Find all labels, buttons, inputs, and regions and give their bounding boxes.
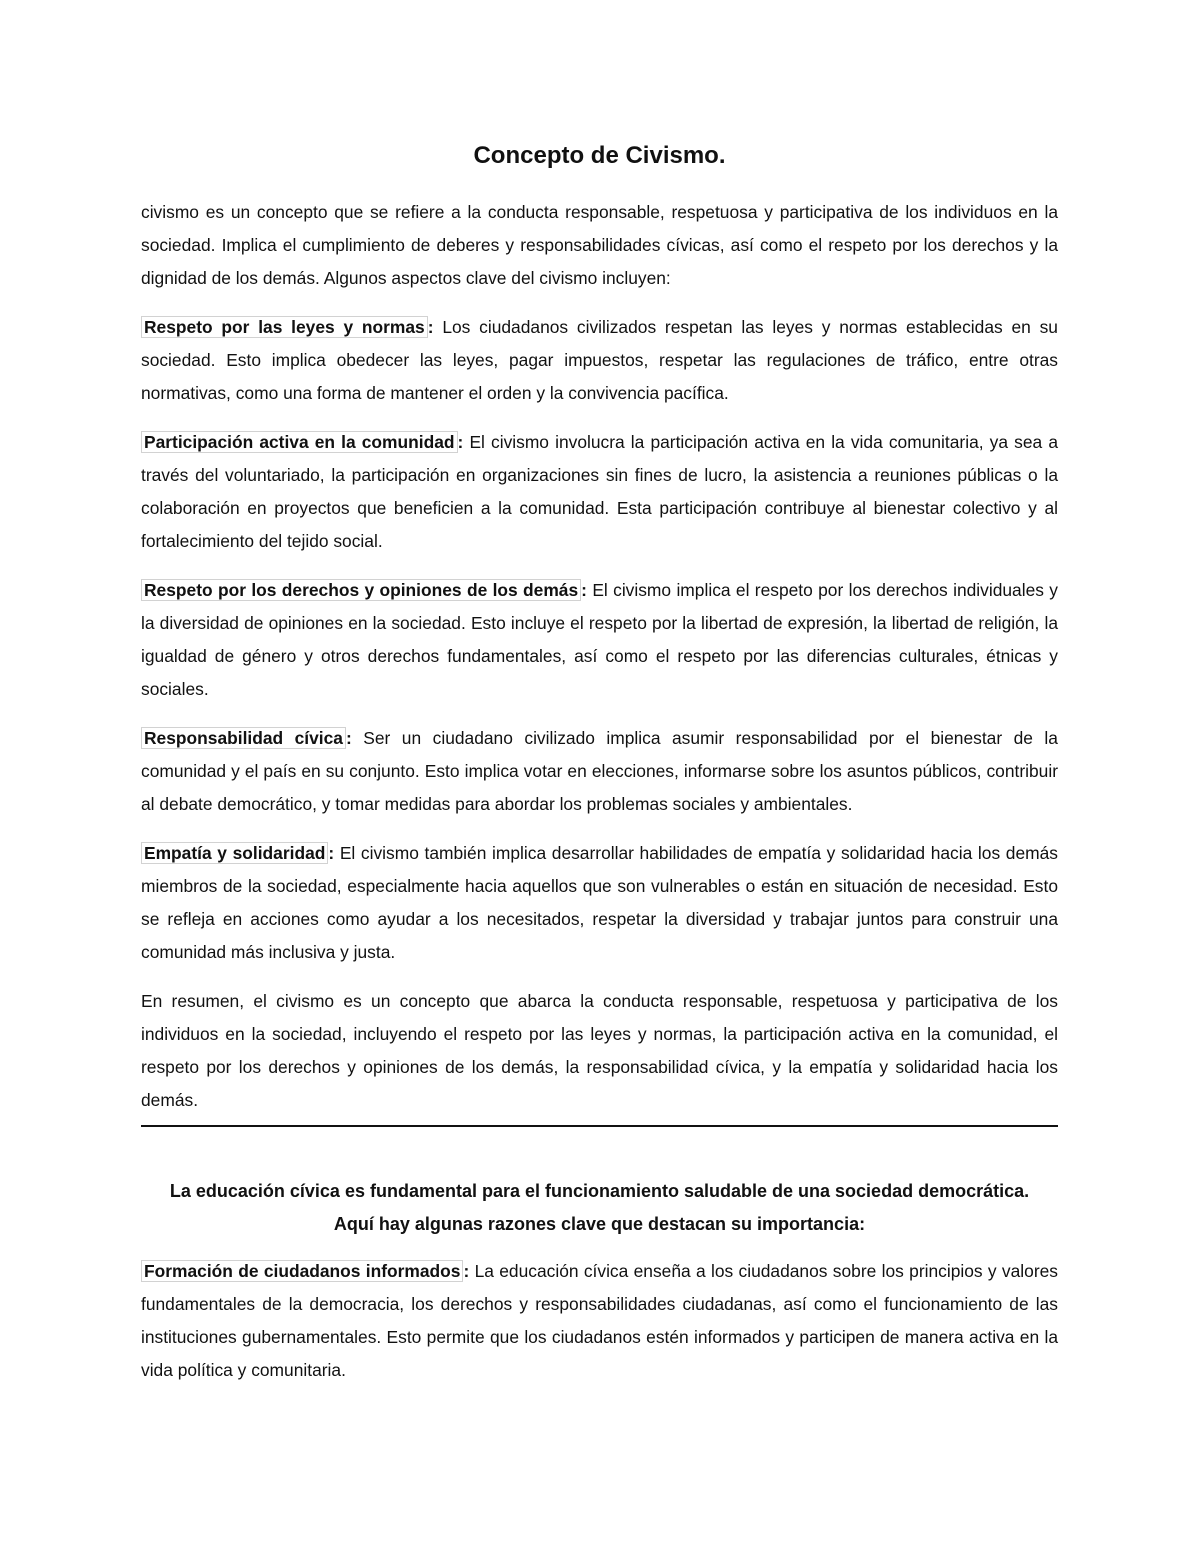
section-divider	[141, 1125, 1058, 1127]
aspect-paragraph	[141, 574, 1058, 706]
document-title: Concepto de Civismo.	[473, 142, 726, 169]
term-colon: :	[463, 1261, 470, 1281]
section2-heading-line1: La educación cívica es fundamental para el funcionamiento saludable de una sociedad democrática.	[169, 1181, 1030, 1201]
aspect-paragraph	[141, 722, 1058, 821]
aspect-term: Participación activa en la comunidad	[141, 431, 458, 453]
aspect-text: Los ciudadanos civilizados respetan las leyes y normas establecidas en su sociedad. Esto implica obedecer las leyes, pagar impuestos, respetar las regulaciones de tráfico, entre otras normativas, como una forma de mantener el orden y la convivencia pacífica.	[141, 317, 1058, 403]
aspect-term: Responsabilidad cívica	[141, 727, 346, 749]
section2-heading-line2: Aquí hay algunas razones clave que destacan su importancia:	[333, 1214, 866, 1234]
reason-term: Formación de ciudadanos informados	[141, 1260, 463, 1282]
aspect-text: Ser un ciudadano civilizado implica asumir responsabilidad por el bienestar de la comunidad y el país en su conjunto. Esto implica votar en elecciones, informarse sobre los asuntos públicos, contribuir al debate democrático, y tomar medidas para abordar los problemas sociales y ambientales.	[141, 728, 1058, 814]
reason-text: La educación cívica enseña a los ciudadanos sobre los principios y valores fundamentales de la democracia, los derechos y responsabilidades ciudadanas, así como el funcionamiento de las instituciones gubernamentales. Esto permite que los ciudadanos estén informados y participen de manera activa en la vida política y comunitaria.	[141, 1261, 1058, 1380]
aspect-text: El civismo involucra la participación activa en la vida comunitaria, ya sea a través del voluntariado, la participación en organizaciones sin fines de lucro, la asistencia a reuniones públicas o la colaboración en proyectos que beneficien a la comunidad. Esta participación contribuye al bienestar colectivo y al fortalecimiento del tejido social.	[141, 432, 1058, 551]
aspect-paragraph	[141, 837, 1058, 969]
term-colon: :	[328, 843, 335, 863]
intro-paragraph: civismo es un concepto que se refiere a la conducta responsable, respetuosa y participativa de los individuos en la sociedad. Implica el cumplimiento de deberes y responsabilidades cívicas, así como el respeto por los derechos y la dignidad de los demás. Algunos aspectos clave del civismo incluyen:	[141, 202, 1058, 288]
term-colon: :	[427, 317, 434, 337]
term-colon: :	[345, 728, 352, 748]
document-page	[141, 140, 1058, 1403]
aspect-paragraph	[141, 311, 1058, 410]
aspect-term: Respeto por las leyes y normas	[141, 316, 428, 338]
aspect-term: Empatía y solidaridad	[141, 842, 328, 864]
summary-paragraph: En resumen, el civismo es un concepto que abarca la conducta responsable, respetuosa y participativa de los individuos en la sociedad, incluyendo el respeto por las leyes y normas, la participación activa en la comunidad, el respeto por los derechos y opiniones de los demás, la responsabilidad cívica, y la empatía y solidaridad hacia los demás.	[141, 991, 1058, 1110]
aspect-text: El civismo implica el respeto por los derechos individuales y la diversidad de opiniones en la sociedad. Esto incluye el respeto por la libertad de expresión, la libertad de religión, la igualdad de género y otros derechos fundamentales, así como el respeto por las diferencias culturales, étnicas y sociales.	[141, 580, 1058, 699]
aspect-paragraph	[141, 426, 1058, 558]
section2-heading	[141, 1175, 1058, 1241]
aspect-term: Respeto por los derechos y opiniones de los demás	[141, 579, 581, 601]
term-colon: :	[581, 580, 587, 600]
reason-paragraph	[141, 1255, 1058, 1387]
aspect-text: El civismo también implica desarrollar habilidades de empatía y solidaridad hacia los demás miembros de la sociedad, especialmente hacia aquellos que son vulnerables o están en situación de necesidad. Esto se refleja en acciones como ayudar a los necesitados, respetar la diversidad y trabajar juntos para construir una comunidad más inclusiva y justa.	[141, 843, 1058, 962]
term-colon: :	[457, 432, 464, 452]
